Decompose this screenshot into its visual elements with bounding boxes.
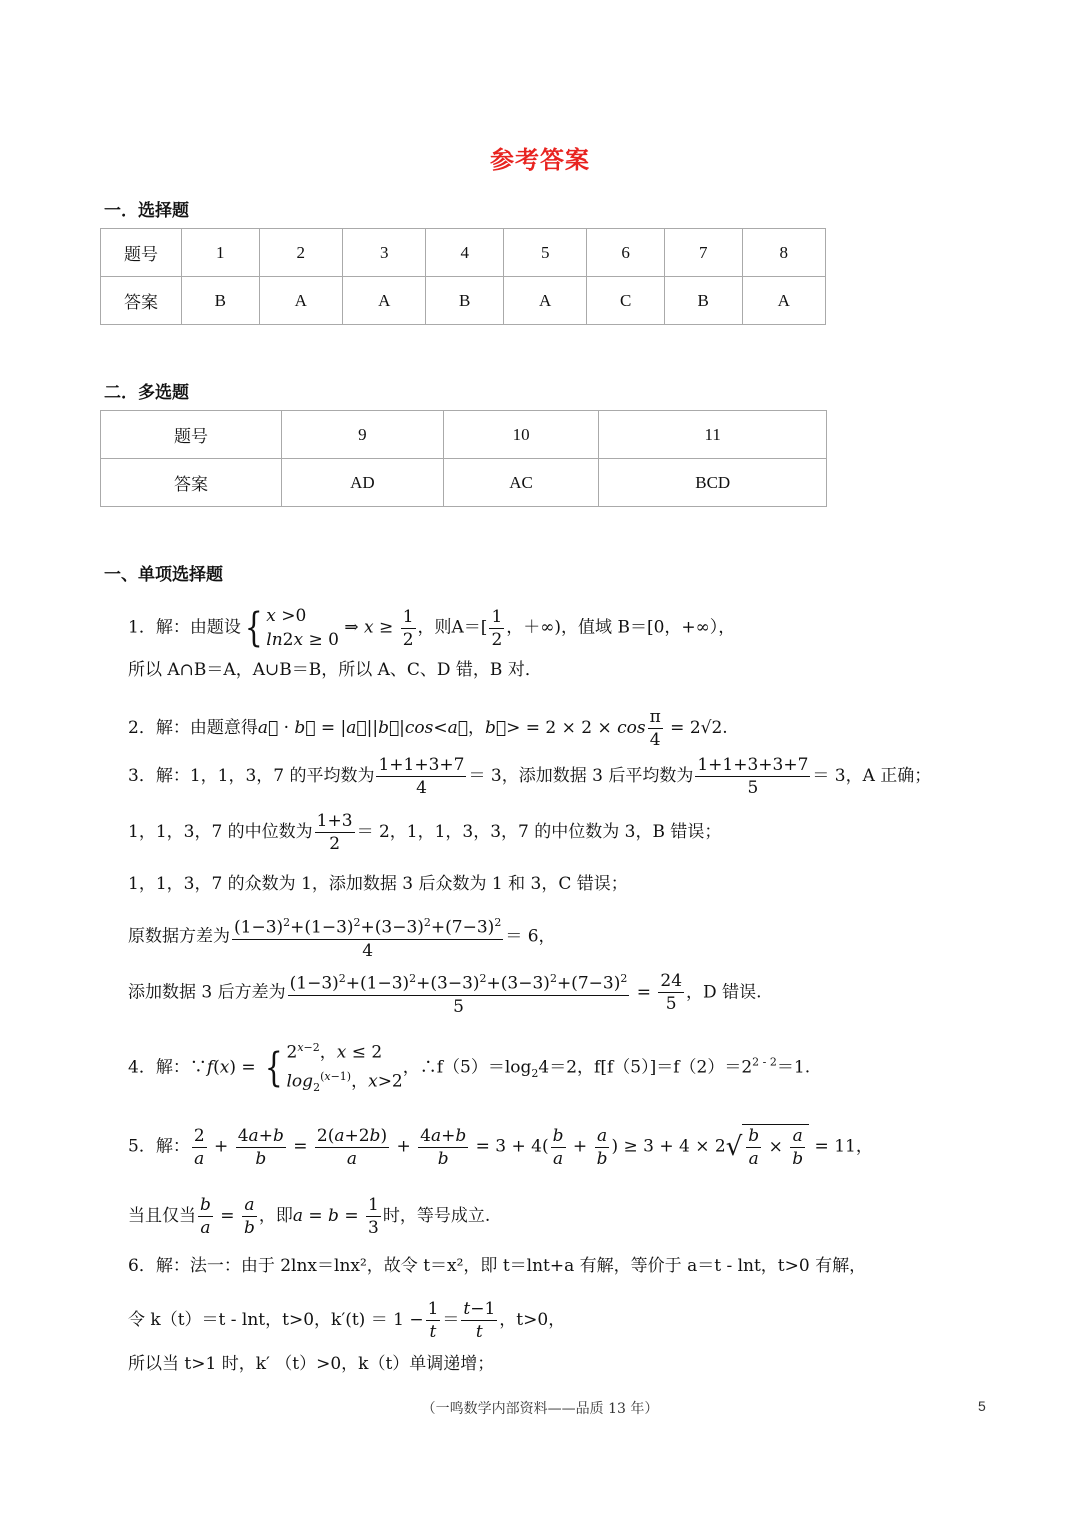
table-cell: C <box>587 277 665 325</box>
solution-text: ＝ 2，1，1，3，3，7 的中位数为 3，B 错误； <box>356 822 722 842</box>
solution-text: 添加数据 3 后方差为 <box>128 982 286 1003</box>
table-cell: AC <box>443 459 599 507</box>
table-cell: 5 <box>503 229 586 277</box>
solution-3-line-3: 1，1，3，7 的众数为 1，添加数据 3 后众数为 1 和 3，C 错误； <box>128 874 628 894</box>
solution-text: ，D 错误. <box>686 982 762 1003</box>
section-heading-choice: 一．选择题 <box>104 201 189 221</box>
table-cell: 7 <box>664 229 742 277</box>
table-cell: B <box>426 277 504 325</box>
solution-text: 原数据方差为 <box>128 926 230 947</box>
table-cell: 3 <box>342 229 425 277</box>
table-cell: B <box>664 277 742 325</box>
solution-5-line-2: 当且仅当 $\frac{b}{a}$ = $\frac{a}{b}$ ，即a = b = $\frac{1}{3}$ 时，等号成立. <box>128 1195 491 1238</box>
solution-4-line: 4．解：∵f(x) = { $2^{x-2}$，x ≤ 2 $\log_2^{(x-1)}$，x>2，$\therefore f(5)=\log_24=2$，$f[f(5)]=f(2)=2^{2 - 2}=1$. <box>128 1036 810 1100</box>
solution-text: ＝ 6， <box>505 926 556 947</box>
solution-text: ，即 <box>258 1206 293 1226</box>
table-cell: 2 <box>259 229 342 277</box>
solution-6-line-3: 所以当 t>1 时，k′ （t）>0，k（t）单调递增； <box>128 1354 495 1374</box>
table-cell: 10 <box>443 411 599 459</box>
table-cell: 4 <box>426 229 504 277</box>
table-row <box>101 459 827 507</box>
table-cell: BCD <box>599 459 827 507</box>
solution-5-line-1: 5．解： $\frac{2}{a}$ + $\frac{4a+b}{b}$ = $\frac{2(a+2b)}{a}$ + $\frac{4a+b}{b}$ = 3 + 4( $\frac{b}{a}$ + $\frac{a}{b}$ ) ≥ 3 + 4 × 2√ $\frac{b}{a}$ × $\frac{a}{b}$ = 11， <box>128 1125 873 1169</box>
page-footer: （一鸣数学内部资料——品质 13 年） <box>421 1401 659 1417</box>
table-cell: B <box>182 277 260 325</box>
table-cell: A <box>503 277 586 325</box>
table-cell: 答案 <box>101 459 282 507</box>
solution-text: 3．解：1，1，3，7 的平均数为 <box>128 766 375 786</box>
table-row <box>101 229 826 277</box>
solution-text: 2．解：由题意得 <box>128 718 258 738</box>
table-cell: 9 <box>282 411 444 459</box>
solution-3-line-5: 添加数据 3 后方差为 $\frac{(1-3)^2+(1-3)^2+(3-3)^2+(3-3)^2+(7-3)^2}{5}$ = $\frac{24}{5}$ ，D 错误. <box>128 968 761 1018</box>
table-row <box>101 411 827 459</box>
table-cell: A <box>742 277 826 325</box>
table-cell: AD <box>282 459 444 507</box>
solution-3-line-2: 1，1，3，7 的中位数为 $\frac{1+3}{2}$ ＝ 2，1，1，3，3，7 的中位数为 3，B 错误； <box>128 811 722 854</box>
section-heading-multi: 二．多选题 <box>104 383 189 403</box>
solution-text: ＝1. <box>776 1057 811 1078</box>
solution-text: ＝ <box>442 1310 460 1330</box>
solution-text: 当且仅当 <box>128 1206 196 1226</box>
solution-3-line-4: 原数据方差为 $\frac{(1-3)^2+(1-3)^2+(3-3)^2+(7-3)^2}{4}$ ＝ 6， <box>128 912 556 962</box>
solution-text: ，则A＝[ <box>417 617 488 638</box>
table-cell: 题号 <box>101 229 182 277</box>
table-cell: 8 <box>742 229 826 277</box>
piecewise-condition: { x >0 ln2x ≥ 0 <box>244 605 339 651</box>
page-number: 5 <box>978 1398 986 1414</box>
solution-text: ，＋∞)，值域 B＝[0，+∞）， <box>506 617 736 638</box>
table-cell: A <box>259 277 342 325</box>
solution-6-line-1: 6．解：法一：由于 2lnx＝lnx²，故令 t＝x²，即 t＝lnt+a 有解，等价于 a＝t - lnt，t>0 有解， <box>128 1256 867 1276</box>
table-cell: 答案 <box>101 277 182 325</box>
solution-1-line-1: 1．解：由题设{ x >0 ln2x ≥ 0 ⇒ x ≥ $\frac{1}{2}$ ，则A＝[ $\frac{1}{2}$ ，＋∞)，值域 B＝[0，+∞）， <box>128 605 736 651</box>
solution-2-line: 2．解：由题意得a⃗ · b⃗ = |a⃗||b⃗|cos<a⃗，b⃗> = 2 × 2 × cos $\frac{\pi}{4}$ = 2√2. <box>128 707 728 750</box>
answer-table-single <box>100 228 826 325</box>
table-cell: 题号 <box>101 411 282 459</box>
solution-text: ，t>0， <box>499 1310 566 1330</box>
table-cell: A <box>342 277 425 325</box>
solution-text: ，∴f（5）＝log <box>402 1057 532 1078</box>
solution-text: 1．解：由题设 <box>128 617 241 638</box>
solution-text: ＝ 3，A 正确； <box>812 766 932 786</box>
table-cell: 11 <box>599 411 827 459</box>
answer-table-multi <box>100 410 827 507</box>
solution-text: 时，等号成立. <box>382 1206 491 1226</box>
solution-6-line-2: 令 k（t）＝t - lnt，t>0，k′(t) ＝ 1 − $\frac{1}{t}$ ＝ $\frac{t-1}{t}$ ，t>0， <box>128 1299 566 1342</box>
section-heading-solutions: 一、单项选择题 <box>104 565 223 585</box>
solution-text: ＝ 3，添加数据 3 后平均数为 <box>468 766 694 786</box>
table-row <box>101 277 826 325</box>
solution-3-line-1: 3．解：1，1，3，7 的平均数为 $\frac{1+1+3+7}{4}$ ＝ 3，添加数据 3 后平均数为 $\frac{1+1+3+3+7}{5}$ ＝ 3，A 正确； <box>128 755 932 798</box>
solution-1-line-2: 所以 A∩B＝A，A∪B＝B，所以 A、C、D 错，B 对． <box>128 660 542 680</box>
piecewise-function: { $2^{x-2}$，x ≤ 2 $\log_2^{(x-1)}$，x>2 <box>264 1041 403 1094</box>
solution-text: 4＝2，f[f（5）]＝f（2）＝2 <box>538 1057 753 1078</box>
solution-text: 令 k（t）＝t - lnt，t>0，k′(t) ＝ 1 − <box>128 1310 424 1330</box>
table-cell: 1 <box>182 229 260 277</box>
page-title: 参考答案 <box>490 145 590 174</box>
solution-text: 4．解：∵ <box>128 1057 207 1078</box>
solution-text: 5．解： <box>128 1136 190 1157</box>
solution-text: 1，1，3，7 的中位数为 <box>128 822 313 842</box>
table-cell: 6 <box>587 229 665 277</box>
